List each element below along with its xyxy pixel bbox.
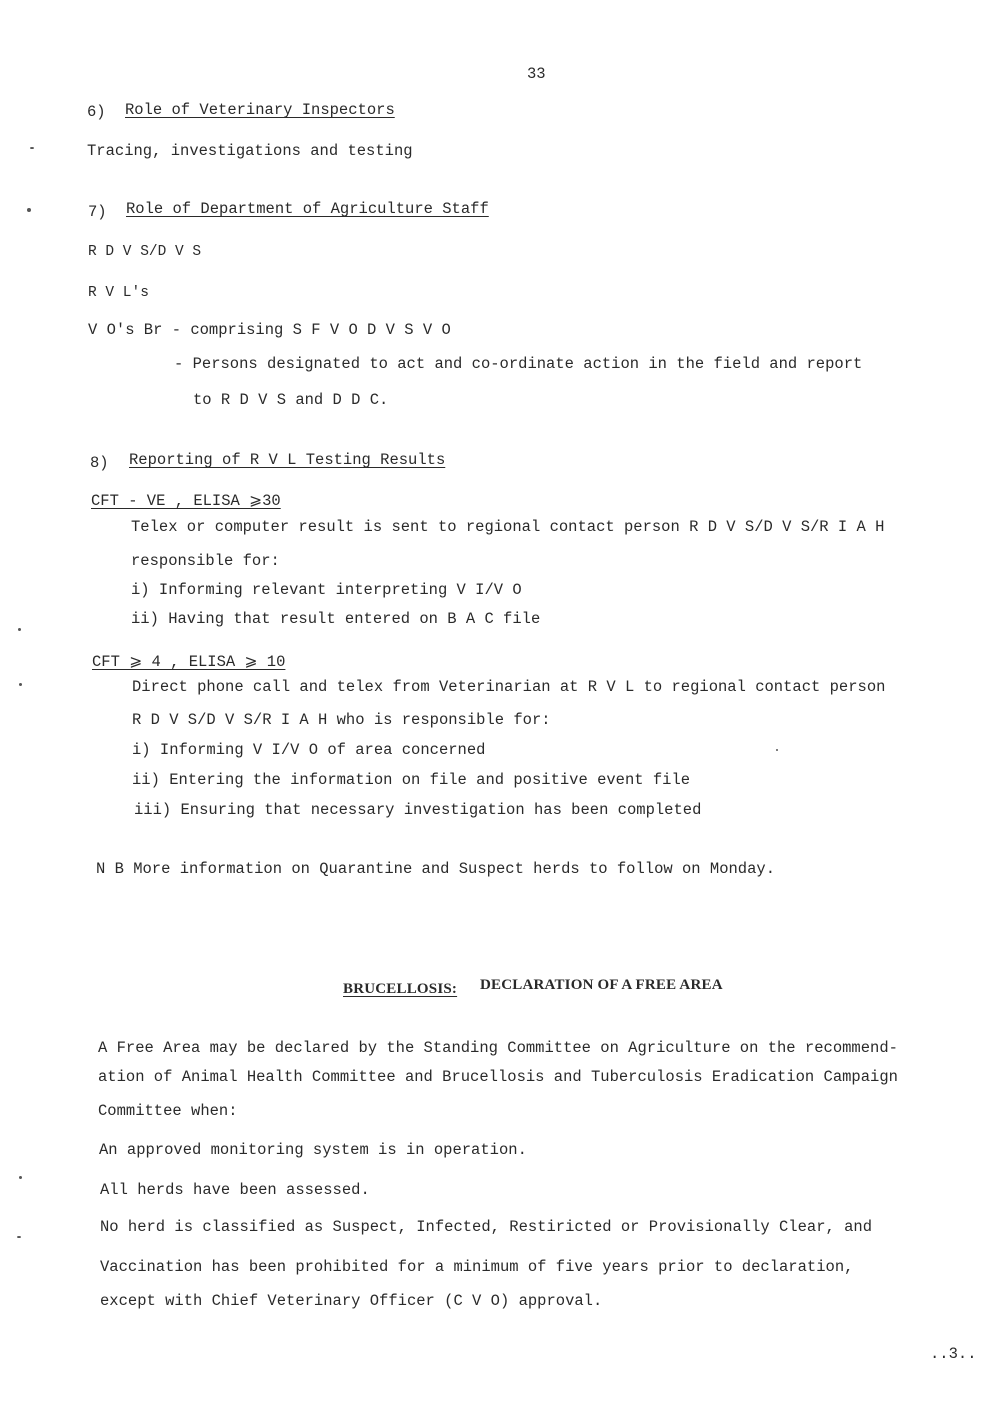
section-8-heading: Reporting of R V L Testing Results bbox=[129, 451, 446, 469]
cft-ve-text-1: Telex or computer result is sent to regional contact person R D V S/D V S/R I A H bbox=[131, 518, 885, 536]
section-7-line-4: - Persons designated to act and co-ordinate action in the field and report bbox=[174, 355, 863, 373]
scan-speck bbox=[30, 147, 34, 149]
brucellosis-title-part-2: DECLARATION OF A FREE AREA bbox=[480, 977, 723, 993]
brucellosis-p3: All herds have been assessed. bbox=[100, 1181, 370, 1199]
cft-4-item-1: i) Informing V I/V O of area concerned bbox=[132, 741, 486, 759]
brucellosis-title-part-1: BRUCELLOSIS: bbox=[343, 981, 458, 997]
section-7-line-5: to R D V S and D D C. bbox=[193, 391, 389, 409]
cft-ve-label: CFT - VE , ELISA ⩾30 bbox=[91, 492, 281, 510]
brucellosis-p1-line-3: Committee when: bbox=[98, 1102, 238, 1120]
continuation-marker: ..3.. bbox=[930, 1345, 977, 1363]
section-6-heading: Role of Veterinary Inspectors bbox=[125, 101, 395, 119]
scan-speck bbox=[17, 1236, 21, 1238]
brucellosis-p5-line-1: Vaccination has been prohibited for a minimum of five years prior to declaration, bbox=[100, 1258, 854, 1276]
scan-speck bbox=[27, 208, 31, 212]
cft-ve-item-2: ii) Having that result entered on B A C file bbox=[131, 610, 541, 628]
brucellosis-p2: An approved monitoring system is in operation. bbox=[99, 1141, 527, 1159]
brucellosis-p5-line-2: except with Chief Veterinary Officer (C V O) approval. bbox=[100, 1292, 603, 1310]
page-number: 33 bbox=[527, 65, 546, 83]
scan-speck bbox=[19, 1176, 22, 1179]
cft-ve-item-1: i) Informing relevant interpreting V I/V O bbox=[131, 581, 522, 599]
section-8-number: 8) bbox=[90, 454, 109, 472]
scan-speck bbox=[776, 749, 778, 751]
section-7-line-2: R V L's bbox=[88, 285, 149, 301]
cft-ve-text-2: responsible for: bbox=[131, 552, 280, 570]
cft-4-text-2: R D V S/D V S/R I A H who is responsible for: bbox=[132, 711, 551, 729]
cft-4-text-1: Direct phone call and telex from Veterinarian at R V L to regional contact person bbox=[132, 678, 886, 696]
scan-speck bbox=[18, 628, 21, 631]
brucellosis-p4: No herd is classified as Suspect, Infected, Restiricted or Provisionally Clear, and bbox=[100, 1218, 873, 1236]
cft-4-item-3: iii) Ensuring that necessary investigation has been completed bbox=[134, 801, 702, 819]
scan-speck bbox=[19, 683, 22, 686]
section-7-heading: Role of Department of Agriculture Staff bbox=[126, 200, 489, 218]
cft-4-item-2: ii) Entering the information on file and positive event file bbox=[132, 771, 691, 789]
section-7-line-1: R D V S/D V S bbox=[88, 244, 202, 260]
section-6-body: Tracing, investigations and testing bbox=[87, 142, 413, 160]
cft-4-label: CFT ⩾ 4 , ELISA ⩾ 10 bbox=[92, 653, 286, 671]
nb-note: N B More information on Quarantine and Suspect herds to follow on Monday. bbox=[96, 860, 776, 878]
brucellosis-p1-line-2: ation of Animal Health Committee and Brucellosis and Tuberculosis Eradication Campaign bbox=[98, 1068, 898, 1086]
brucellosis-p1-line-1: A Free Area may be declared by the Standing Committee on Agriculture on the recommend- bbox=[98, 1039, 898, 1057]
section-6-number: 6) bbox=[87, 103, 106, 121]
section-7-number: 7) bbox=[88, 203, 107, 221]
section-7-line-3: V O's Br - comprising S F V O D V S V O bbox=[88, 321, 451, 339]
